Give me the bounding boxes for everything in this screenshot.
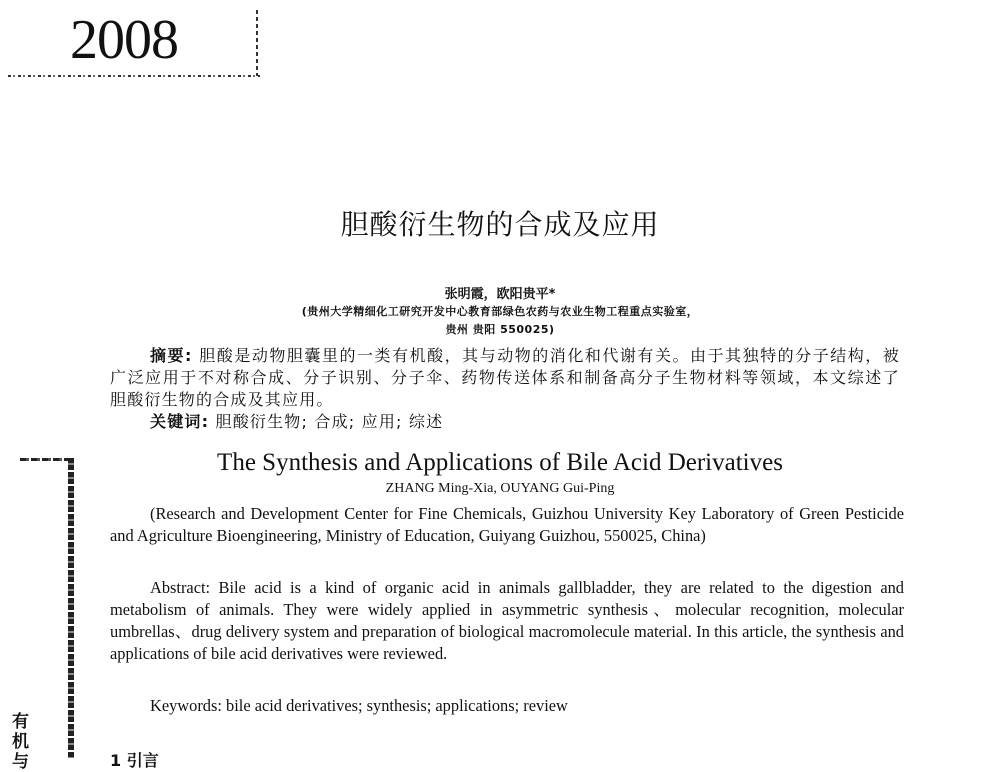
keywords-cn-text: 胆酸衍生物; 合成; 应用; 综述 bbox=[215, 412, 444, 431]
paper-title-cn: 胆酸衍生物的合成及应用 bbox=[340, 208, 660, 241]
header-tick bbox=[256, 10, 258, 76]
affiliation-cn-line1: (贵州大学精细化工研究开发中心教育部绿色农药与农业生物工程重点实验室， bbox=[301, 305, 699, 318]
authors-cn: 张明霞，欧阳贵平* bbox=[444, 287, 556, 302]
section-heading: 1 引言 bbox=[110, 751, 159, 770]
abstract-en: Abstract: Bile acid is a kind of organic acid in animals gallbladder, they are related to the digestion and metabolism of animals. They were widely applied in asymmetric synthesis、molecular recognition, molecular umbrellas、drug delivery system and preparation of biological macromolecule material. In this article, the synthesis and applications of bile acid derivatives were reviewed. bbox=[110, 578, 904, 663]
year-header: 2008 bbox=[70, 9, 178, 71]
keywords-cn-label: 关键词: bbox=[150, 412, 210, 431]
abstract-cn-block bbox=[110, 345, 900, 433]
abstract-cn-label: 摘要: bbox=[150, 346, 193, 365]
abstract-cn bbox=[110, 345, 900, 411]
keywords-en: Keywords: bile acid derivatives; synthesis; applications; review bbox=[150, 696, 568, 715]
header-rule bbox=[8, 75, 260, 77]
affiliation-cn-line2: 贵州 贵阳 550025) bbox=[445, 323, 555, 336]
affiliation-en: (Research and Development Center for Fine Chemicals, Guizhou University Key Laboratory of Green Pesticide and Agriculture Bioengineering, Ministry of Education, Guiyang Guizhou, 550025, China) bbox=[110, 504, 904, 545]
abstract-cn-text: 胆酸是动物胆囊里的一类有机酸，其与动物的消化和代谢有关。由于其独特的分子结构，被广泛应用于不对称合成、分子识别、分子伞、药物传送体系和制备高分子生物材料等领域，本文综述了胆酸衍生物的合成及其应用。 bbox=[110, 346, 900, 409]
authors-en: ZHANG Ming-Xia, OUYANG Gui-Ping bbox=[385, 481, 615, 496]
side-bar-vertical-rule bbox=[68, 458, 74, 758]
paper-title-en: The Synthesis and Applications of Bile Acid Derivatives bbox=[217, 449, 783, 476]
side-vertical-text: 有机与 bbox=[12, 712, 29, 772]
keywords-cn bbox=[110, 411, 900, 433]
